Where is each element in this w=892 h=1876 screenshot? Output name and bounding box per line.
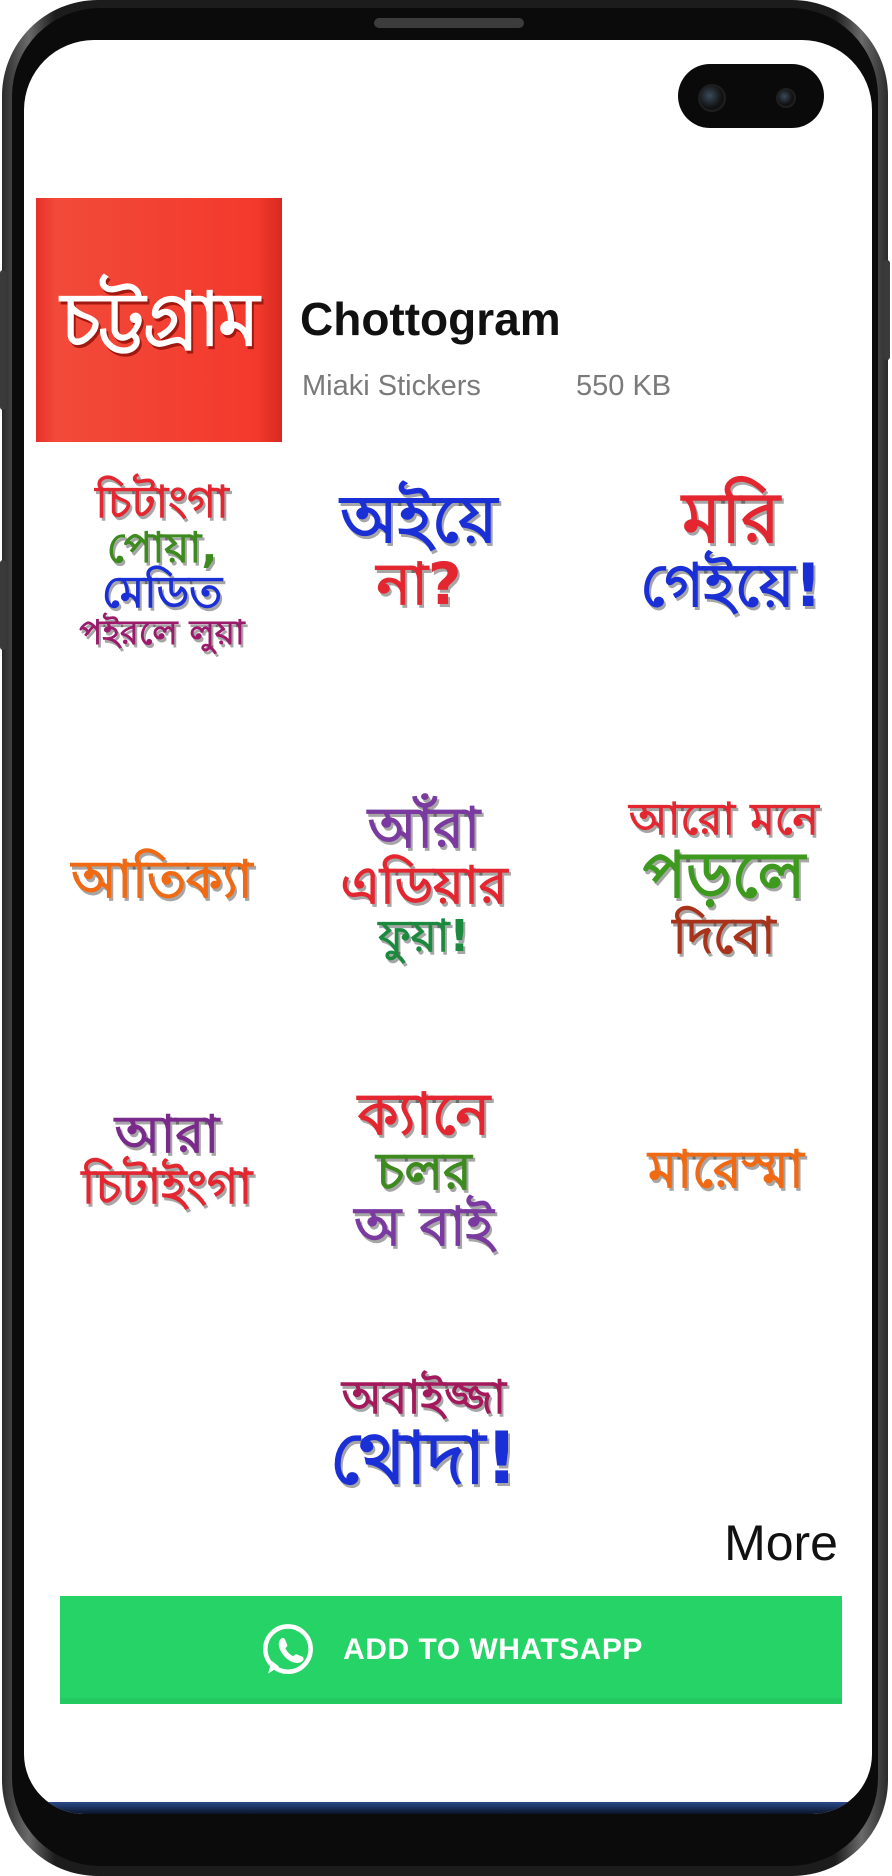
bottom-edge: [24, 1802, 872, 1814]
sticker-line: না?: [376, 550, 462, 619]
camera-cutout: [678, 64, 824, 128]
sticker-line: অইয়ে: [340, 480, 498, 558]
sticker-line: ফুয়া!: [378, 910, 470, 962]
pack-author: Miaki Stickers: [302, 370, 481, 402]
sticker-item[interactable]: [606, 440, 856, 660]
sticker-item[interactable]: [42, 1050, 292, 1270]
sticker-line: গেইয়ে!: [640, 551, 822, 622]
volume-button: [0, 270, 6, 410]
pack-title: Chottogram: [300, 293, 561, 345]
app-screen: [24, 40, 872, 1814]
pack-size: 550 KB: [576, 370, 672, 402]
sticker-line: পোয়া,: [106, 523, 218, 573]
sticker-item[interactable]: [294, 440, 544, 660]
add-to-whatsapp-button[interactable]: [60, 1596, 842, 1704]
sticker-line: আতিক্যা: [71, 849, 253, 910]
sticker-line: অবাইজ্জা: [341, 1370, 507, 1425]
pack-icon-text: চট্টগ্রাম: [60, 277, 258, 363]
sticker-item[interactable]: [304, 760, 544, 1000]
sticker-line: আরো মনে: [629, 794, 819, 846]
sticker-pack-icon: [36, 198, 282, 442]
sticker-line: দিবো: [672, 907, 776, 966]
sticker-line: পইরলে লুয়া: [79, 613, 245, 654]
sticker-line: আরা: [114, 1104, 220, 1165]
sticker-line: চিটাইংগা: [81, 1159, 253, 1216]
sticker-item[interactable]: [596, 1070, 856, 1270]
phone-frame: [2, 0, 888, 1876]
front-camera-secondary-icon: [776, 88, 796, 108]
sticker-line: মারেস্মা: [648, 1139, 804, 1200]
speaker-slot: [374, 18, 524, 28]
sticker-item[interactable]: [304, 1320, 544, 1550]
front-camera-icon: [698, 84, 726, 112]
sticker-line: পড়লে: [642, 839, 806, 914]
sticker-line: চলর: [376, 1141, 472, 1202]
sticker-item[interactable]: [304, 1050, 544, 1290]
add-button-label: ADD TO WHATSAPP: [343, 1633, 643, 1666]
sticker-item[interactable]: [594, 760, 854, 1000]
sticker-line: আঁরা: [367, 796, 481, 862]
power-button: [884, 260, 890, 360]
sticker-line: থোদা!: [329, 1416, 519, 1501]
sticker-line: ক্যানে: [357, 1079, 491, 1148]
more-link[interactable]: More: [724, 1515, 838, 1571]
sticker-line: এডিয়ার: [340, 856, 508, 916]
sticker-line: মেডিত: [101, 567, 223, 619]
sticker-item[interactable]: [42, 452, 282, 680]
sticker-line: মরি: [682, 476, 780, 559]
sticker-line: অ বাই: [354, 1195, 494, 1259]
bixby-button: [0, 560, 6, 650]
whatsapp-icon: [259, 1621, 317, 1679]
sticker-item[interactable]: [42, 770, 282, 990]
sticker-line: চিটাংগা: [95, 476, 229, 528]
